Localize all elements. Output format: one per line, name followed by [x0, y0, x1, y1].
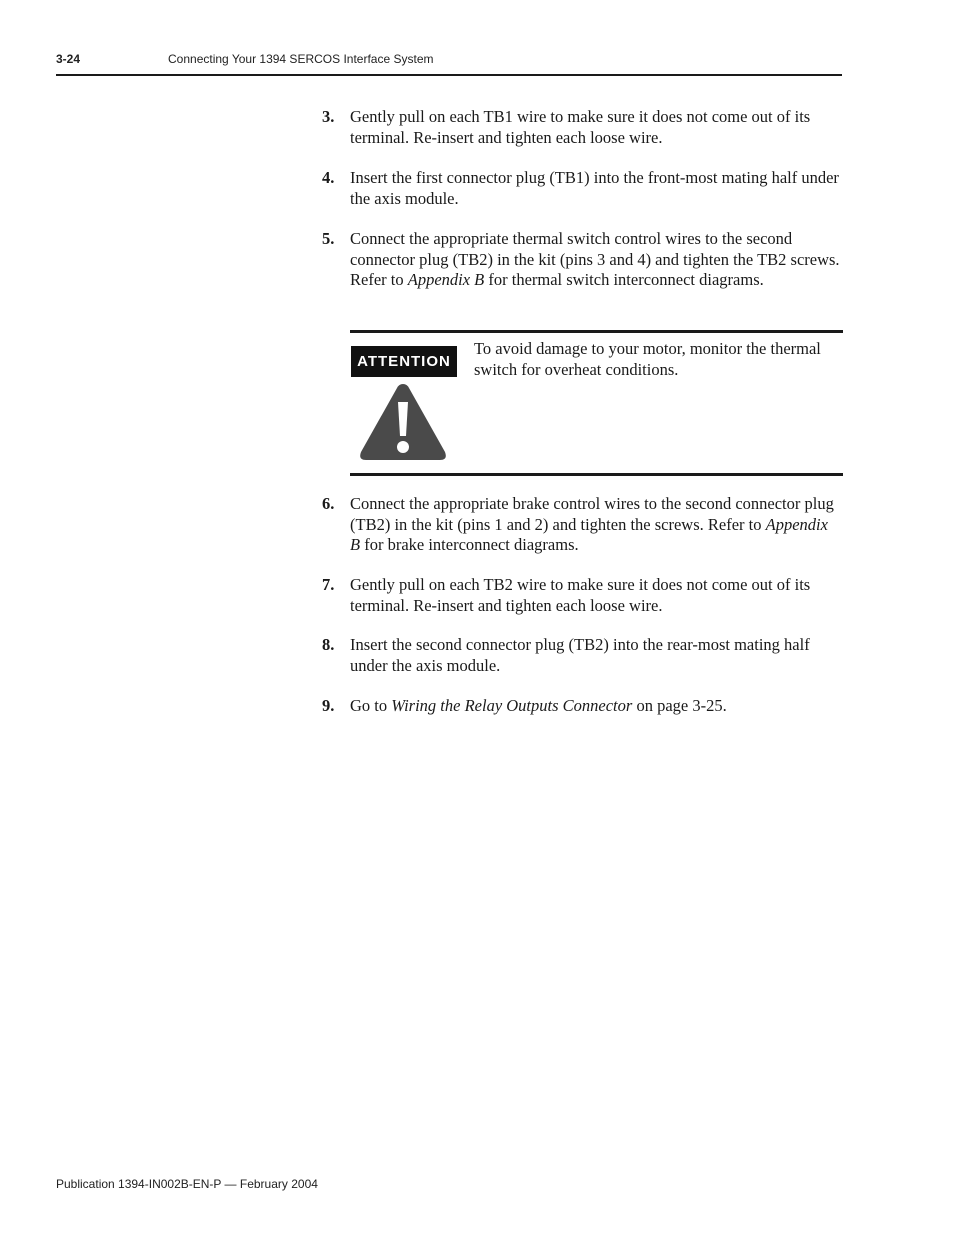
step-number: 8. [322, 635, 335, 654]
step-text: Connect the appropriate thermal switch control wires to the second connector plug (TB2) in the kit (pins 3 and 4) and tighten the TB2 screws. Refer to Appendix B for thermal switch interconnect diagrams. [350, 229, 840, 289]
cross-reference-link: Wiring the Relay Outputs Connector [391, 696, 633, 715]
step-text: Insert the first connector plug (TB1) into the front-most mating half under the axis module. [350, 168, 839, 208]
chapter-title: Connecting Your 1394 SERCOS Interface System [168, 52, 434, 66]
step-number: 5. [322, 229, 335, 248]
step-text: Gently pull on each TB2 wire to make sure it does not come out of its terminal. Re-insert and tighten each loose wire. [350, 575, 811, 615]
attention-message: To avoid damage to your motor, monitor the thermal switch for overheat conditions. [474, 339, 821, 379]
step-number: 4. [322, 168, 335, 187]
warning-triangle-icon [358, 380, 448, 464]
step-7 [322, 575, 842, 616]
step-number: 6. [322, 494, 335, 513]
step-6 [322, 494, 842, 556]
step-text: Gently pull on each TB1 wire to make sure it does not come out of its terminal. Re-insert and tighten each loose wire. [350, 107, 811, 147]
step-text: Insert the second connector plug (TB2) into the rear-most mating half under the axis module. [350, 635, 810, 675]
step-8 [322, 635, 842, 676]
step-4 [322, 168, 842, 209]
publication-footer: Publication 1394-IN002B-EN-P — February 2004 [56, 1177, 318, 1191]
step-text: Connect the appropriate brake control wires to the second connector plug (TB2) in the kit (pins 1 and 2) and tighten the screws. Refer to Appendix B for brake interconnect diagrams. [350, 494, 834, 554]
step-number: 7. [322, 575, 335, 594]
step-3 [322, 107, 842, 148]
appendix-reference: Appendix B [407, 270, 485, 289]
attention-bottom-rule [350, 473, 843, 476]
attention-badge: ATTENTION [351, 346, 457, 377]
step-number: 9. [322, 696, 335, 715]
step-text: Go to Wiring the Relay Outputs Connector on page 3-25. [350, 696, 727, 715]
appendix-reference: Appendix B [350, 514, 828, 554]
header-rule [56, 74, 842, 76]
page-number: 3-24 [56, 52, 81, 66]
attention-top-rule [350, 330, 843, 333]
step-9 [322, 696, 842, 717]
step-5 [322, 229, 842, 291]
step-number: 3. [322, 107, 335, 126]
